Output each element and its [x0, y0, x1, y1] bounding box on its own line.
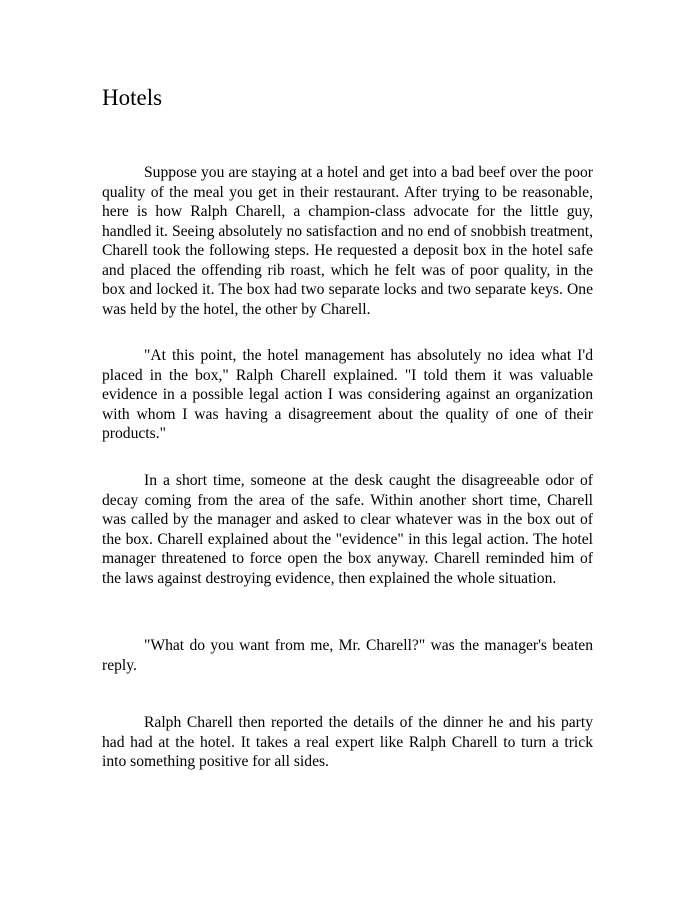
paragraph: Suppose you are staying at a hotel and get into a bad beef over the poor quality of the meal you get in their restaurant. After trying to be reasonable, here is how Ralph Charell, a champion-class advocate for the little guy, handled it. Seeing absolutely no satisfaction and no end of snobbish treatment, Charell took the following steps. He requested a deposit box in the hotel safe and placed the offending rib roast, which he felt was of poor quality, in the box and locked it. The box had two separate locks and two separate keys. One was held by the hotel, the other by Charell.	[102, 164, 593, 318]
page-title: Hotels	[102, 85, 163, 110]
paragraph: "What do you want from me, Mr. Charell?" was the manager's beaten reply.	[102, 637, 593, 674]
paragraph: "At this point, the hotel management has absolutely no idea what I'd placed in the box," Ralph Charell explained. "I told them it was valuable evidence in a possible legal action I was considering against an organization with whom I was having a disagreement about the quality of one of their products."	[102, 347, 593, 442]
paragraph: Ralph Charell then reported the details of the dinner he and his party had had at the hotel. It takes a real expert like Ralph Charell to turn a trick into something positive for all sides.	[102, 714, 593, 770]
paragraph: In a short time, someone at the desk caught the disagreeable odor of decay coming from the area of the safe. Within another short time, Charell was called by the manager and asked to clear whatever was in the box out of the box. Charell explained about the "evidence" in this legal action. The hotel manager threatened to force open the box anyway. Charell reminded him of the laws against destroying evidence, then explained the whole situation.	[102, 472, 593, 587]
